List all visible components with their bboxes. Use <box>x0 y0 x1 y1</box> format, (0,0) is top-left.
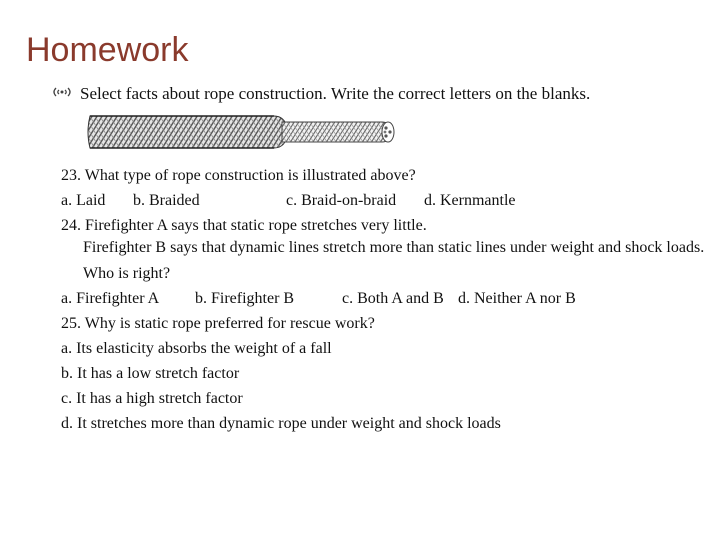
q24-option-c: c. Both A and B <box>342 290 444 307</box>
q25-option-d: d. It stretches more than dynamic rope under weight and shock loads <box>61 415 501 432</box>
question-23: 23. What type of rope construction is illustrated above? <box>61 167 416 184</box>
q23-option-d: d. Kernmantle <box>424 192 516 209</box>
question-25: 25. Why is static rope preferred for rescue work? <box>61 315 375 332</box>
question-24-options <box>61 286 711 311</box>
wifi-bullet-icon <box>46 86 74 98</box>
question-23-options <box>61 188 711 213</box>
question-24-prompt: Who is right? <box>83 265 171 282</box>
instruction-text: Select facts about rope construction. Write the correct letters on the blanks. <box>80 84 591 103</box>
question-24-statement-b: Firefighter B says that dynamic lines stretch more than static lines under weight and shock loads. <box>83 239 705 256</box>
q25-option-c: c. It has a high stretch factor <box>61 390 243 407</box>
rope-construction-illustration <box>86 110 398 154</box>
question-24: 24. Firefighter A says that static rope stretches very little. <box>61 217 427 234</box>
instruction-bullet <box>46 82 706 106</box>
q24-option-b: b. Firefighter B <box>195 290 295 307</box>
q24-option-a: a. Firefighter A <box>61 290 160 307</box>
q24-option-d: d. Neither A nor B <box>458 290 576 307</box>
q25-option-b: b. It has a low stretch factor <box>61 365 240 382</box>
q23-option-b: b. Braided <box>133 192 200 209</box>
slide-title: Homework <box>26 31 189 69</box>
q23-option-c: c. Braid-on-braid <box>286 192 397 209</box>
q25-option-a: a. Its elasticity absorbs the weight of a fall <box>61 340 332 357</box>
questions-block <box>61 163 711 436</box>
q23-option-a: a. Laid <box>61 192 106 209</box>
